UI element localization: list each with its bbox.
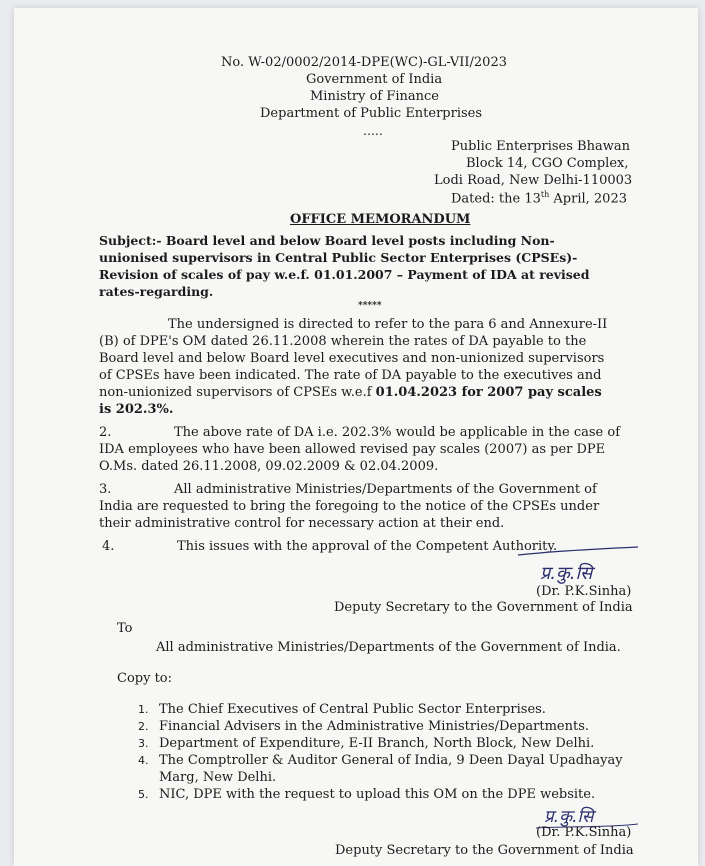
list-item: 3. Department of Expenditure, E-II Branch, North Block, New Delhi. <box>138 736 595 751</box>
para3-line-1: All administrative Ministries/Departments of the Government of <box>174 482 597 497</box>
svg-text:प्र.कु.सि: प्र.कु.सि <box>544 807 594 827</box>
para1-line-3: Board level and below Board level executives and non-unionized supervisors <box>99 351 605 366</box>
handwritten-signature-1 <box>514 543 644 589</box>
address-line-2: Block 14, CGO Complex, <box>466 156 629 171</box>
signatory-name-2: (Dr. P.K.Sinha) <box>536 825 632 840</box>
copy-to-label: Copy to: <box>117 671 173 686</box>
para1-line-4: of CPSEs have been indicated. The rate of DA payable to the executives and <box>99 368 602 383</box>
para3-line-3: their administrative control for necessary action at their end. <box>99 516 505 531</box>
stars-separator: ***** <box>358 301 382 311</box>
ministry-line: Ministry of Finance <box>310 89 440 104</box>
para2-line-3: O.Ms. dated 26.11.2008, 09.02.2009 & 02.04.2009. <box>99 459 439 474</box>
list-item: 4. The Comptroller & Auditor General of India, 9 Deen Dayal Upadhayay Marg, New Delhi. <box>138 753 623 785</box>
signatory-designation-2: Deputy Secretary to the Government of India <box>335 843 634 858</box>
document-page <box>14 8 698 866</box>
government-line: Government of India <box>306 72 443 87</box>
address-line-1: Public Enterprises Bhawan <box>451 139 630 154</box>
para1-line-6: is 202.3%. <box>99 402 174 417</box>
list-item: 1. The Chief Executives of Central Public Sector Enterprises. <box>138 702 546 717</box>
subject-line-2: unionised supervisors in Central Public Sector Enterprises (CPSEs)- <box>99 250 578 265</box>
para1-line-5: non-unionized supervisors of CPSEs w.e.f 01.04.2023 for 2007 pay scales <box>99 385 602 400</box>
para3-number: 3. <box>99 482 112 497</box>
para4-line-1: This issues with the approval of the Competent Authority. <box>177 539 558 554</box>
para2-line-2: IDA employees who have been allowed revised pay scales (2007) as per DPE <box>99 442 606 457</box>
subject-line-4: rates-regarding. <box>99 284 214 299</box>
to-label: To <box>117 621 133 636</box>
reference-number: No. W-02/0002/2014-DPE(WC)-GL-VII/2023 <box>221 55 507 70</box>
svg-text:प्र.कु.सि: प्र.कु.सि <box>540 563 593 584</box>
date-line: Dated: the 13th April, 2023 <box>451 190 627 207</box>
separator-dots: ..... <box>363 123 383 138</box>
para1-line-1: The undersigned is directed to refer to the para 6 and Annexure-II <box>168 317 608 332</box>
memo-title: OFFICE MEMORANDUM <box>290 212 471 227</box>
copy-to-list <box>138 701 678 803</box>
subject-line-3: Revision of scales of pay w.e.f. 01.01.2007 – Payment of IDA at revised <box>99 267 590 282</box>
para1-line-2: (B) of DPE's OM dated 26.11.2008 wherein the rates of DA payable to the <box>99 334 587 349</box>
department-line: Department of Public Enterprises <box>260 106 483 121</box>
list-item: 2. Financial Advisers in the Administrative Ministries/Departments. <box>138 719 590 734</box>
subject-line-1: Subject:- Board level and below Board level posts including Non- <box>99 233 555 248</box>
para3-line-2: India are requested to bring the foregoing to the notice of the CPSEs under <box>99 499 600 514</box>
para2-line-1: The above rate of DA i.e. 202.3% would be applicable in the case of <box>174 425 620 440</box>
signatory-name-1: (Dr. P.K.Sinha) <box>536 584 632 599</box>
para2-number: 2. <box>99 425 112 440</box>
signatory-designation-1: Deputy Secretary to the Government of India <box>334 600 633 615</box>
address-line-3: Lodi Road, New Delhi-110003 <box>434 173 633 188</box>
para4-number: 4. <box>102 539 115 554</box>
to-recipient: All administrative Ministries/Departments of the Government of India. <box>156 640 621 655</box>
list-item: 5. NIC, DPE with the request to upload this OM on the DPE website. <box>138 787 596 802</box>
